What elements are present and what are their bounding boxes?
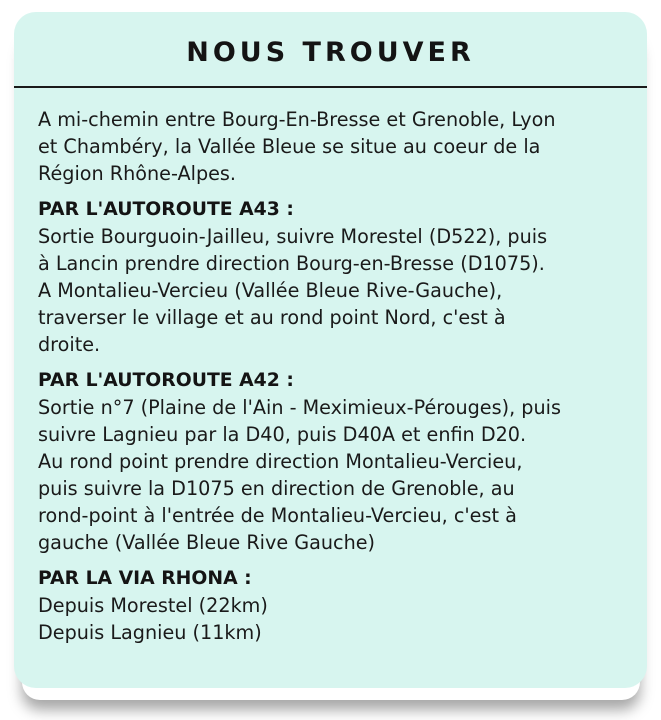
intro-line: A mi-chemin entre Bourg-En-Bresse et Grenoble, Lyon bbox=[38, 108, 556, 131]
card-body bbox=[38, 106, 636, 656]
section-via-rhona bbox=[38, 566, 636, 646]
section-line: puis suivre la D1075 en direction de Grenoble, au bbox=[38, 477, 515, 500]
section-line: traverser le village et au rond point Nord, c'est à bbox=[38, 306, 506, 329]
section-heading: PAR L'AUTOROUTE A43 : bbox=[38, 199, 294, 220]
section-line: rond-point à l'entrée de Montalieu-Vercieu, c'est à bbox=[38, 504, 517, 527]
section-heading: PAR LA VIA RHONA : bbox=[38, 568, 252, 589]
section-line: Depuis Lagnieu (11km) bbox=[38, 621, 262, 644]
intro-line: Région Rhône-Alpes. bbox=[38, 162, 237, 185]
directions-card bbox=[14, 12, 647, 688]
section-a43 bbox=[38, 197, 636, 358]
section-line: droite. bbox=[38, 333, 101, 356]
section-line: A Montalieu-Vercieu (Vallée Bleue Rive-Gauche), bbox=[38, 279, 503, 302]
section-line: suivre Lagnieu par la D40, puis D40A et enfin D20. bbox=[38, 423, 527, 446]
card-header bbox=[14, 12, 647, 88]
section-line: Sortie n°7 (Plaine de l'Ain - Meximieux-Pérouges), puis bbox=[38, 396, 561, 419]
section-line: gauche (Vallée Bleue Rive Gauche) bbox=[38, 531, 376, 554]
card-title: NOUS TROUVER bbox=[186, 37, 475, 68]
intro-paragraph bbox=[38, 106, 636, 187]
section-line: Au rond point prendre direction Montalieu-Vercieu, bbox=[38, 450, 523, 473]
section-heading: PAR L'AUTOROUTE A42 : bbox=[38, 370, 294, 391]
intro-line: et Chambéry, la Vallée Bleue se situe au coeur de la bbox=[38, 135, 541, 158]
section-line: à Lancin prendre direction Bourg-en-Bresse (D1075). bbox=[38, 252, 545, 275]
section-line: Depuis Morestel (22km) bbox=[38, 594, 268, 617]
section-a42 bbox=[38, 368, 636, 556]
section-line: Sortie Bourguoin-Jailleu, suivre Morestel (D522), puis bbox=[38, 225, 548, 248]
